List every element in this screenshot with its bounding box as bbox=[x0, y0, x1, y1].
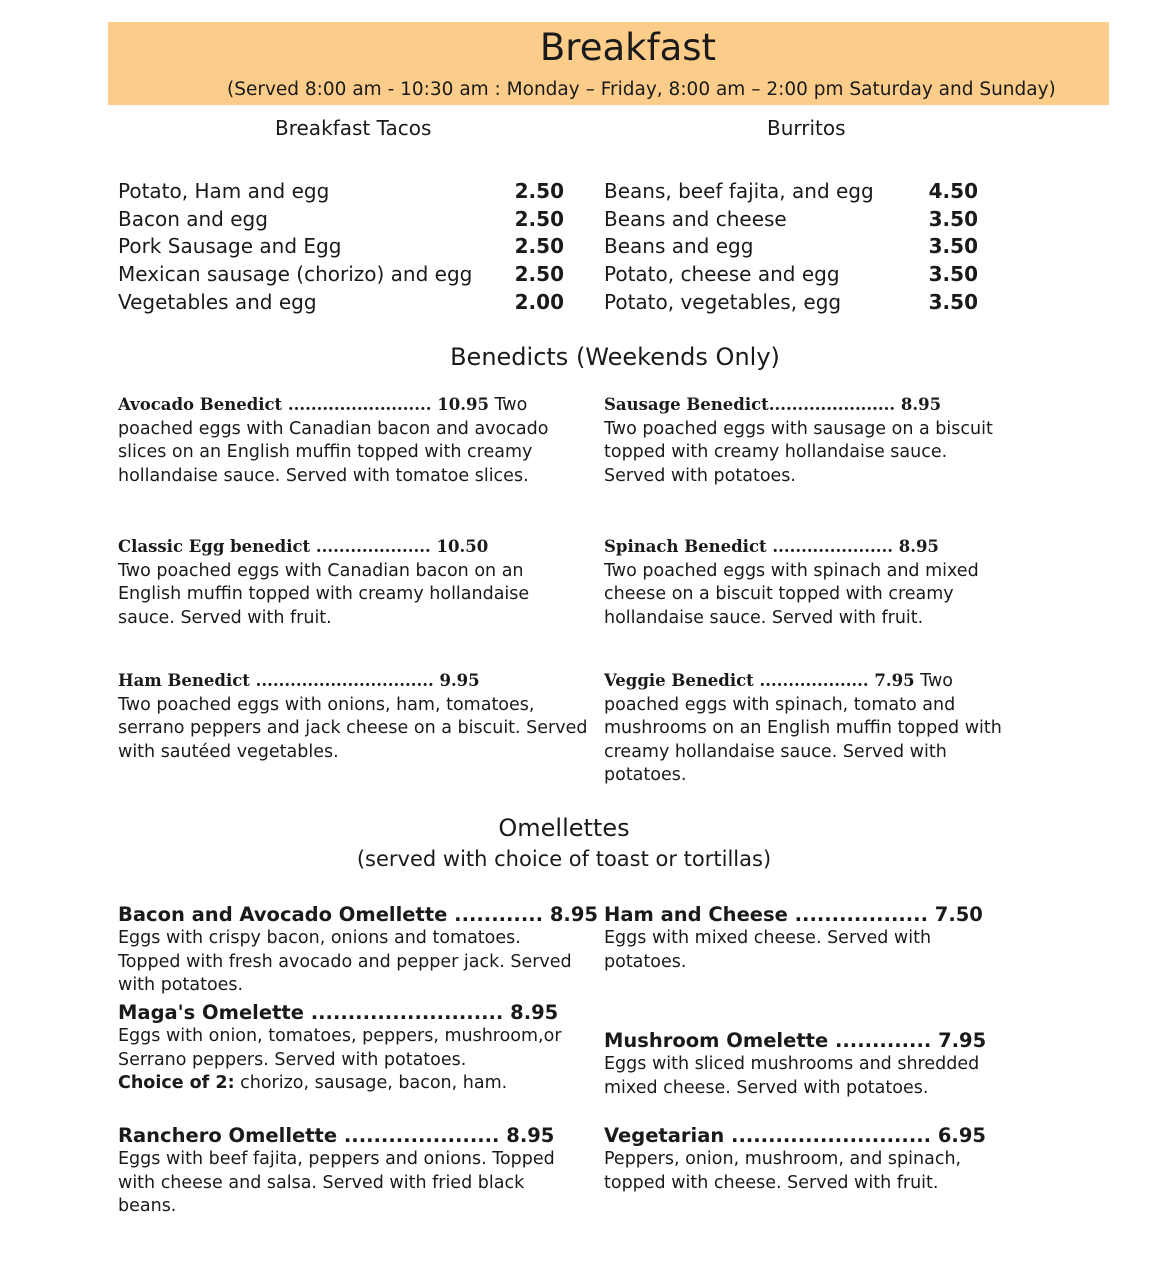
benedict-title: Ham Benedict ............................... 9.95 bbox=[118, 671, 480, 690]
omelettes-subheading: (served with choice of toast or tortillas) bbox=[356, 847, 772, 871]
omelette-title: Vegetarian ........................... 6.95 bbox=[604, 1124, 986, 1147]
omelette-desc: Peppers, onion, mushroom, and spinach, topped with cheese. Served with fruit. bbox=[604, 1149, 962, 1193]
benedict-title: Classic Egg benedict .................... 10.50 bbox=[118, 537, 489, 556]
benedict-title: Veggie Benedict ................... 7.95 bbox=[604, 671, 915, 690]
omelette-item bbox=[604, 902, 1004, 974]
omelette-item bbox=[118, 902, 598, 998]
taco-item-name: Vegetables and egg bbox=[118, 290, 317, 314]
burrito-item-name: Potato, cheese and egg bbox=[604, 262, 840, 286]
burrito-item-price: 3.50 bbox=[928, 234, 978, 258]
benedicts-heading: Benedicts (Weekends Only) bbox=[450, 343, 780, 371]
omelette-choice-text: chorizo, sausage, bacon, ham. bbox=[234, 1073, 508, 1093]
taco-item-price: 2.50 bbox=[514, 262, 564, 286]
omelette-title: Ham and Cheese .................. 7.50 bbox=[604, 903, 983, 926]
benedict-item bbox=[604, 535, 1004, 630]
omelette-choice-label: Choice of 2: bbox=[118, 1073, 235, 1093]
omelette-desc: Eggs with mixed cheese. Served with potatoes. bbox=[604, 928, 932, 972]
benedict-item bbox=[118, 535, 588, 630]
benedict-title: Avocado Benedict ......................... 10.95 bbox=[118, 395, 489, 414]
burrito-item-price: 3.50 bbox=[928, 262, 978, 286]
service-hours: (Served 8:00 am - 10:30 am : Monday – Friday, 8:00 am – 2:00 pm Saturday and Sunday) bbox=[227, 79, 1056, 100]
burrito-item-name: Beans, beef fajita, and egg bbox=[604, 179, 874, 203]
benedict-title: Spinach Benedict ..................... 8.95 bbox=[604, 537, 939, 556]
benedict-desc: Two poached eggs with spinach and mixed cheese on a biscuit topped with creamy hollandaise sauce. Served with fruit. bbox=[604, 560, 979, 628]
burrito-item-price: 3.50 bbox=[928, 207, 978, 231]
benedict-title: Sausage Benedict...................... 8.95 bbox=[604, 395, 942, 414]
benedict-item bbox=[604, 669, 1004, 788]
benedict-desc: Two poached eggs with sausage on a biscuit topped with creamy hollandaise sauce. Served with potatoes. bbox=[604, 418, 993, 486]
burrito-item-name: Beans and egg bbox=[604, 234, 754, 258]
burrito-item-name: Potato, vegetables, egg bbox=[604, 290, 842, 314]
taco-item-name: Pork Sausage and Egg bbox=[118, 234, 342, 258]
benedict-item bbox=[118, 669, 588, 764]
omelette-item bbox=[604, 1123, 1004, 1195]
omelette-item bbox=[118, 1123, 588, 1219]
omelette-title: Mushroom Omelette ............. 7.95 bbox=[604, 1029, 987, 1052]
omelette-title: Maga's Omelette .......................... 8.95 bbox=[118, 1001, 559, 1024]
benedict-desc: Two poached eggs with Canadian bacon and avocado slices on an English muffin topped with creamy hollandaise sauce. Served with tomatoe slices. bbox=[118, 395, 549, 486]
omelette-title: Ranchero Omellette ..................... 8.95 bbox=[118, 1124, 555, 1147]
page-title: Breakfast bbox=[539, 26, 717, 69]
taco-item-price: 2.00 bbox=[514, 290, 564, 314]
burrito-item-name: Beans and cheese bbox=[604, 207, 787, 231]
omelette-desc: Eggs with beef fajita, peppers and onions. Topped with cheese and salsa. Served with fried black beans. bbox=[118, 1149, 555, 1216]
omelettes-heading: Omellettes bbox=[498, 814, 630, 842]
omelette-item bbox=[118, 1000, 588, 1096]
benedict-item bbox=[604, 393, 1004, 488]
burritos-heading: Burritos bbox=[767, 116, 846, 140]
burrito-item-price: 3.50 bbox=[928, 290, 978, 314]
benedict-item bbox=[118, 393, 588, 488]
taco-item-price: 2.50 bbox=[514, 179, 564, 203]
taco-item-price: 2.50 bbox=[514, 207, 564, 231]
omelette-desc: Eggs with crispy bacon, onions and tomatoes. Topped with fresh avocado and pepper jack. Served with potatoes. bbox=[118, 928, 572, 995]
omelette-desc: Eggs with onion, tomatoes, peppers, mushroom,or Serrano peppers. Served with potatoes. bbox=[118, 1026, 562, 1070]
omelette-title: Bacon and Avocado Omellette ............ 8.95 bbox=[118, 903, 598, 926]
tacos-heading: Breakfast Tacos bbox=[275, 116, 432, 140]
omelette-item bbox=[604, 1028, 1004, 1100]
taco-item-name: Bacon and egg bbox=[118, 207, 268, 231]
omelette-desc: Eggs with sliced mushrooms and shredded mixed cheese. Served with potatoes. bbox=[604, 1054, 980, 1098]
benedict-desc: Two poached eggs with Canadian bacon on an English muffin topped with creamy hollandaise sauce. Served with fruit. bbox=[118, 560, 530, 628]
burrito-item-price: 4.50 bbox=[928, 179, 978, 203]
taco-item-name: Potato, Ham and egg bbox=[118, 179, 330, 203]
taco-item-name: Mexican sausage (chorizo) and egg bbox=[118, 262, 473, 286]
benedict-desc: Two poached eggs with onions, ham, tomatoes, serrano peppers and jack cheese on a biscuit. Served with sautéed vegetables. bbox=[118, 694, 588, 762]
benedict-desc: Two poached eggs with spinach, tomato and mushrooms on an English muffin topped with creamy hollandaise sauce. Served with potatoes. bbox=[604, 671, 1002, 785]
taco-item-price: 2.50 bbox=[514, 234, 564, 258]
